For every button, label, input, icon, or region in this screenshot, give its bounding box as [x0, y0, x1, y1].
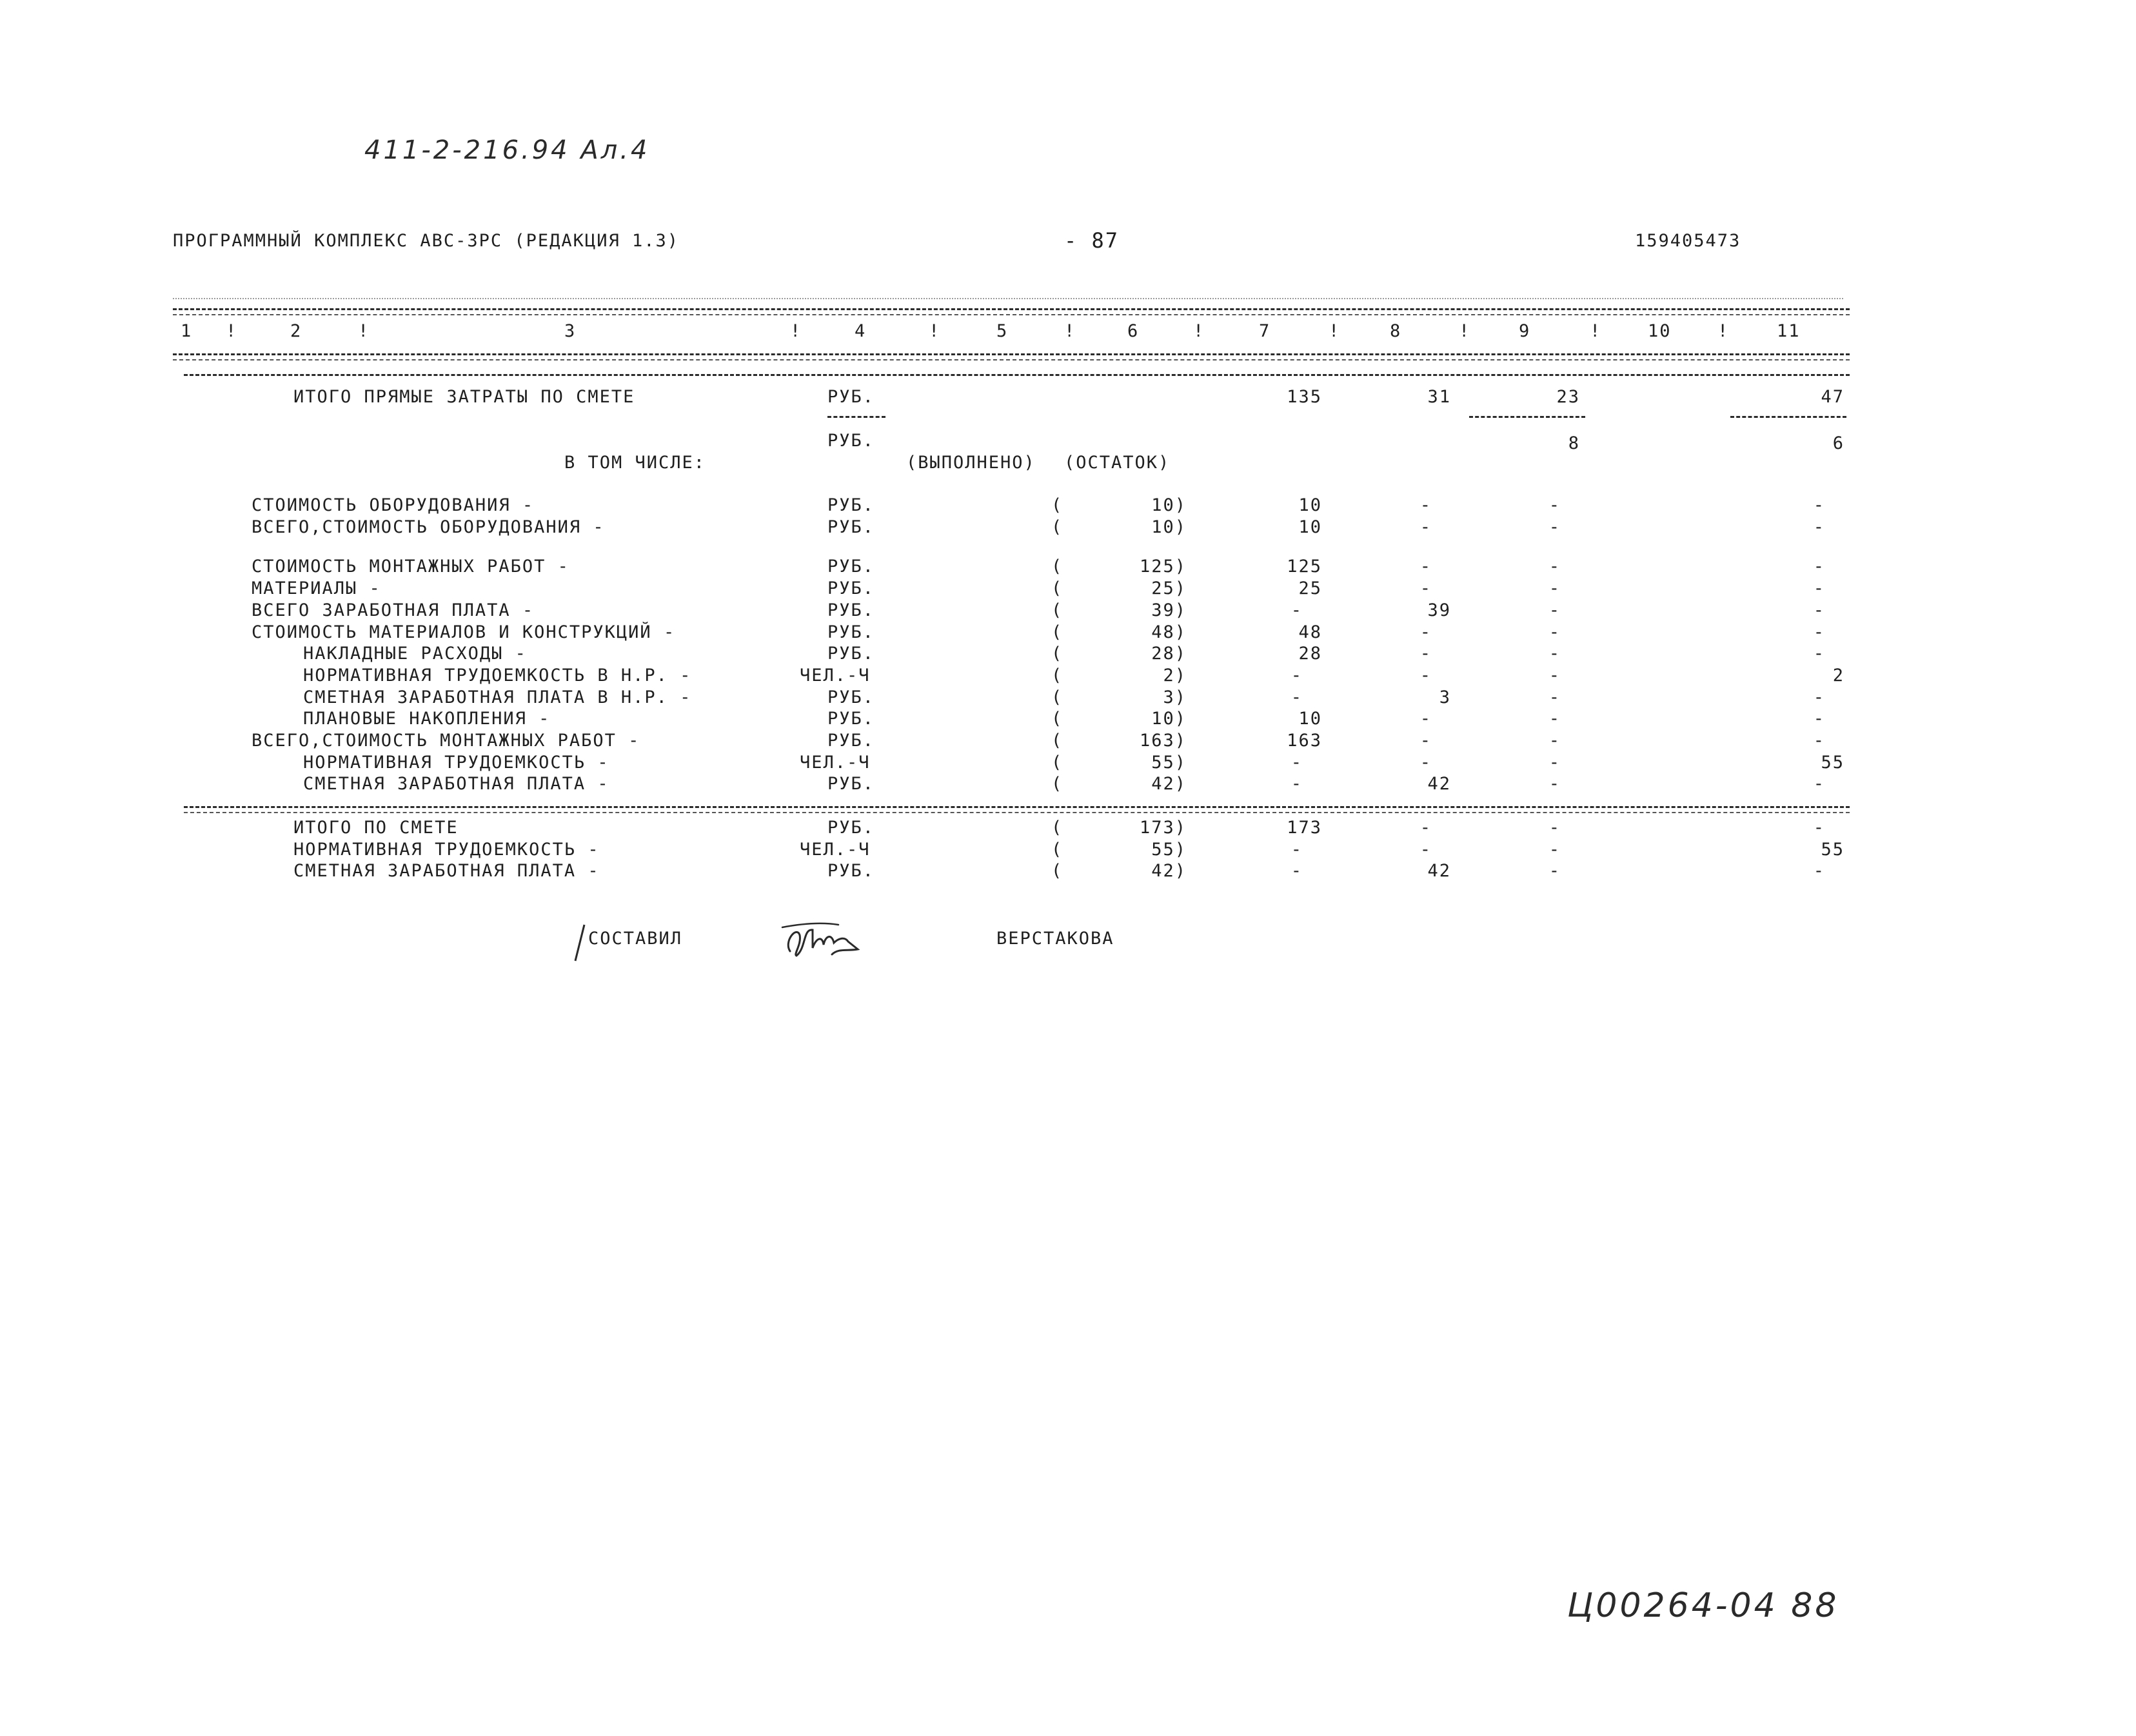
done-label: (ВЫПОЛНЕНО): [906, 453, 1036, 473]
row-c7: 28: [1298, 644, 1322, 664]
row-paren: (: [1051, 578, 1063, 598]
including-label: В ТОМ ЧИСЛЕ:: [564, 453, 706, 473]
row-c11: 55: [1821, 840, 1844, 860]
col-separator: !: [1459, 321, 1470, 341]
row-unit: ЧЕЛ.-Ч: [800, 753, 871, 773]
row-c6: 39): [1151, 600, 1187, 620]
row-c8: -: [1419, 666, 1432, 686]
row-paren: (: [1051, 731, 1063, 751]
header-bottom-rule-2: [173, 359, 1850, 360]
row-c11: 55: [1821, 753, 1844, 773]
row-c6: 55): [1151, 840, 1187, 860]
row-unit: РУБ.: [827, 687, 875, 707]
handwritten-archive-code: Ц00264-04 88: [1567, 1586, 1839, 1625]
row-paren: (: [1051, 622, 1063, 642]
col-9: 9: [1519, 321, 1531, 341]
row-c6: 125): [1139, 557, 1187, 577]
row-unit: РУБ.: [827, 557, 875, 577]
row-c8: 42: [1427, 774, 1451, 794]
col-separator: !: [1717, 321, 1728, 341]
header-bottom-rule: [173, 353, 1850, 355]
col-separator: !: [1064, 321, 1075, 341]
row-c8: -: [1419, 840, 1432, 860]
row-paren: (: [1051, 517, 1063, 537]
row-c9: -: [1548, 753, 1561, 773]
row-c6: 48): [1151, 622, 1187, 642]
row-c8: -: [1419, 557, 1432, 577]
second-row-unit: РУБ.: [827, 431, 875, 451]
row-unit: РУБ.: [827, 495, 875, 515]
row-paren: (: [1051, 709, 1063, 729]
second-row-c11: 6: [1832, 433, 1844, 453]
row-unit: РУБ.: [827, 600, 875, 620]
row-c6: 10): [1151, 517, 1187, 537]
c11-underline: [1730, 416, 1846, 418]
row-c6: 2): [1163, 666, 1187, 686]
col-separator: !: [929, 321, 940, 341]
col-2: 2: [290, 321, 302, 341]
row-c7: 125: [1287, 557, 1322, 577]
col-7: 7: [1259, 321, 1271, 341]
row-c9: -: [1548, 578, 1561, 598]
row-paren: (: [1051, 644, 1063, 664]
row-unit: РУБ.: [827, 774, 875, 794]
row-c9: -: [1548, 600, 1561, 620]
row-c9: -: [1548, 840, 1561, 860]
compiled-by-label: СОСТАВИЛ: [588, 929, 683, 949]
row-label: ИТОГО ПО СМЕТЕ: [293, 818, 459, 838]
row-c11: -: [1813, 495, 1825, 515]
row-label: СТОИМОСТЬ ОБОРУДОВАНИЯ -: [252, 495, 535, 515]
page-number: - 87: [1064, 228, 1120, 253]
row-c8: 39: [1427, 600, 1451, 620]
row-c8: -: [1419, 731, 1432, 751]
row-c7: -: [1290, 666, 1303, 686]
handwritten-doc-code: 411-2-216.94 Ал.4: [364, 135, 650, 165]
row-c8: -: [1419, 709, 1432, 729]
compiled-by-name: ВЕРСТАКОВА: [996, 929, 1114, 949]
body-bottom-rule-2: [184, 812, 1850, 813]
row-c8: 42: [1427, 861, 1451, 881]
row-c7: 173: [1287, 818, 1322, 838]
row-c11: -: [1813, 709, 1825, 729]
table-top-rule: [173, 308, 1850, 310]
row-label: СТОИМОСТЬ МОНТАЖНЫХ РАБОТ -: [252, 557, 569, 577]
col-separator: !: [1329, 321, 1340, 341]
total-direct-c11: 47: [1821, 387, 1844, 407]
row-c9: -: [1548, 731, 1561, 751]
row-paren: (: [1051, 774, 1063, 794]
col-separator: !: [226, 321, 237, 341]
row-c8: -: [1419, 644, 1432, 664]
col-5: 5: [996, 321, 1009, 341]
total-direct-c8: 31: [1427, 387, 1451, 407]
col-6: 6: [1127, 321, 1140, 341]
col-1: 1: [181, 321, 193, 341]
row-unit: РУБ.: [827, 709, 875, 729]
row-c7: 25: [1298, 578, 1322, 598]
row-c9: -: [1548, 666, 1561, 686]
row-label: НОРМАТИВНАЯ ТРУДОЕМКОСТЬ -: [303, 753, 609, 773]
row-c7: 10: [1298, 517, 1322, 537]
row-c7: -: [1290, 600, 1303, 620]
row-c8: -: [1419, 517, 1432, 537]
col-separator: !: [1193, 321, 1204, 341]
row-c11: 2: [1832, 666, 1844, 686]
row-c6: 3): [1163, 687, 1187, 707]
row-c6: 55): [1151, 753, 1187, 773]
row-c11: -: [1813, 557, 1825, 577]
row-c9: -: [1548, 644, 1561, 664]
row-c6: 25): [1151, 578, 1187, 598]
total-direct-unit: РУБ.: [827, 387, 875, 407]
row-unit: РУБ.: [827, 818, 875, 838]
col-4: 4: [855, 321, 867, 341]
unit-underline: [827, 416, 885, 418]
total-direct-c7: 135: [1287, 387, 1322, 407]
row-label: ВСЕГО ЗАРАБОТНАЯ ПЛАТА -: [252, 600, 535, 620]
row-c6: 28): [1151, 644, 1187, 664]
row-paren: (: [1051, 861, 1063, 881]
row-unit: ЧЕЛ.-Ч: [800, 666, 871, 686]
col-10: 10: [1648, 321, 1672, 341]
row-paren: (: [1051, 600, 1063, 620]
c9-underline: [1469, 416, 1585, 418]
program-title: ПРОГРАММНЫЙ КОМПЛЕКС АВС-3РС (РЕДАКЦИЯ 1.3): [173, 231, 679, 251]
row-unit: РУБ.: [827, 622, 875, 642]
row-c11: -: [1813, 731, 1825, 751]
row-c9: -: [1548, 495, 1561, 515]
row-unit: РУБ.: [827, 731, 875, 751]
row-label: НОРМАТИВНАЯ ТРУДОЕМКОСТЬ -: [293, 840, 600, 860]
row-c9: -: [1548, 861, 1561, 881]
row-c11: -: [1813, 687, 1825, 707]
row-c8: 3: [1439, 687, 1451, 707]
row-c8: -: [1419, 578, 1432, 598]
row-c7: -: [1290, 861, 1303, 881]
row-c11: -: [1813, 517, 1825, 537]
row-c8: -: [1419, 753, 1432, 773]
row-c8: -: [1419, 495, 1432, 515]
row-c11: -: [1813, 861, 1825, 881]
row-unit: РУБ.: [827, 644, 875, 664]
row-paren: (: [1051, 495, 1063, 515]
row-unit: РУБ.: [827, 861, 875, 881]
table-top-rule-2: [173, 314, 1850, 315]
row-c11: -: [1813, 644, 1825, 664]
row-unit: РУБ.: [827, 517, 875, 537]
row-c11: -: [1813, 774, 1825, 794]
row-label: НАКЛАДНЫЕ РАСХОДЫ -: [303, 644, 527, 664]
row-label: ВСЕГО,СТОИМОСТЬ ОБОРУДОВАНИЯ -: [252, 517, 605, 537]
row-label: СМЕТНАЯ ЗАРАБОТНАЯ ПЛАТА В Н.Р. -: [303, 687, 692, 707]
row-paren: (: [1051, 753, 1063, 773]
row-c7: 10: [1298, 495, 1322, 515]
row-paren: (: [1051, 818, 1063, 838]
row-c6: 173): [1139, 818, 1187, 838]
row-paren: (: [1051, 687, 1063, 707]
col-separator: !: [1590, 321, 1601, 341]
row-c11: -: [1813, 578, 1825, 598]
body-bottom-rule: [184, 806, 1850, 808]
row-c9: -: [1548, 709, 1561, 729]
row-c9: -: [1548, 517, 1561, 537]
row-paren: (: [1051, 666, 1063, 686]
col-separator: !: [358, 321, 369, 341]
col-11: 11: [1777, 321, 1801, 341]
row-paren: (: [1051, 840, 1063, 860]
row-c6: 42): [1151, 774, 1187, 794]
rest-label: (ОСТАТОК): [1064, 453, 1171, 473]
row-c7: -: [1290, 774, 1303, 794]
slash-mark: [573, 923, 587, 962]
row-c7: -: [1290, 687, 1303, 707]
row-label: ПЛАНОВЫЕ НАКОПЛЕНИЯ -: [303, 709, 551, 729]
row-c7: 10: [1298, 709, 1322, 729]
row-c9: -: [1548, 622, 1561, 642]
total-direct-label: ИТОГО ПРЯМЫЕ ЗАТРАТЫ ПО СМЕТЕ: [293, 387, 635, 407]
row-c6: 10): [1151, 709, 1187, 729]
row-c11: -: [1813, 622, 1825, 642]
second-row-c9: 8: [1568, 433, 1580, 453]
col-8: 8: [1390, 321, 1402, 341]
row-c6: 10): [1151, 495, 1187, 515]
row-c9: -: [1548, 774, 1561, 794]
row-c9: -: [1548, 687, 1561, 707]
row-label: СМЕТНАЯ ЗАРАБОТНАЯ ПЛАТА -: [303, 774, 609, 794]
row-c7: -: [1290, 753, 1303, 773]
row-label: НОРМАТИВНАЯ ТРУДОЕМКОСТЬ В Н.Р. -: [303, 666, 692, 686]
row-c6: 163): [1139, 731, 1187, 751]
row-label: СМЕТНАЯ ЗАРАБОТНАЯ ПЛАТА -: [293, 861, 600, 881]
signature: [777, 916, 867, 961]
row-label: СТОИМОСТЬ МАТЕРИАЛОВ И КОНСТРУКЦИЙ -: [252, 622, 676, 642]
header-bottom-rule-3: [184, 374, 1850, 376]
row-label: ВСЕГО,СТОИМОСТЬ МОНТАЖНЫХ РАБОТ -: [252, 731, 640, 751]
row-unit: ЧЕЛ.-Ч: [800, 840, 871, 860]
row-c7: 48: [1298, 622, 1322, 642]
row-c9: -: [1548, 557, 1561, 577]
row-c8: -: [1419, 622, 1432, 642]
row-c9: -: [1548, 818, 1561, 838]
row-c6: 42): [1151, 861, 1187, 881]
col-3: 3: [564, 321, 577, 341]
row-c7: -: [1290, 840, 1303, 860]
row-c11: -: [1813, 818, 1825, 838]
row-paren: (: [1051, 557, 1063, 577]
document-number: 159405473: [1635, 231, 1741, 251]
total-direct-c9: 23: [1556, 387, 1580, 407]
faint-rule: [173, 298, 1843, 299]
row-c7: 163: [1287, 731, 1322, 751]
row-unit: РУБ.: [827, 578, 875, 598]
row-c8: -: [1419, 818, 1432, 838]
row-label: МАТЕРИАЛЫ -: [252, 578, 381, 598]
row-c11: -: [1813, 600, 1825, 620]
col-separator: !: [790, 321, 801, 341]
